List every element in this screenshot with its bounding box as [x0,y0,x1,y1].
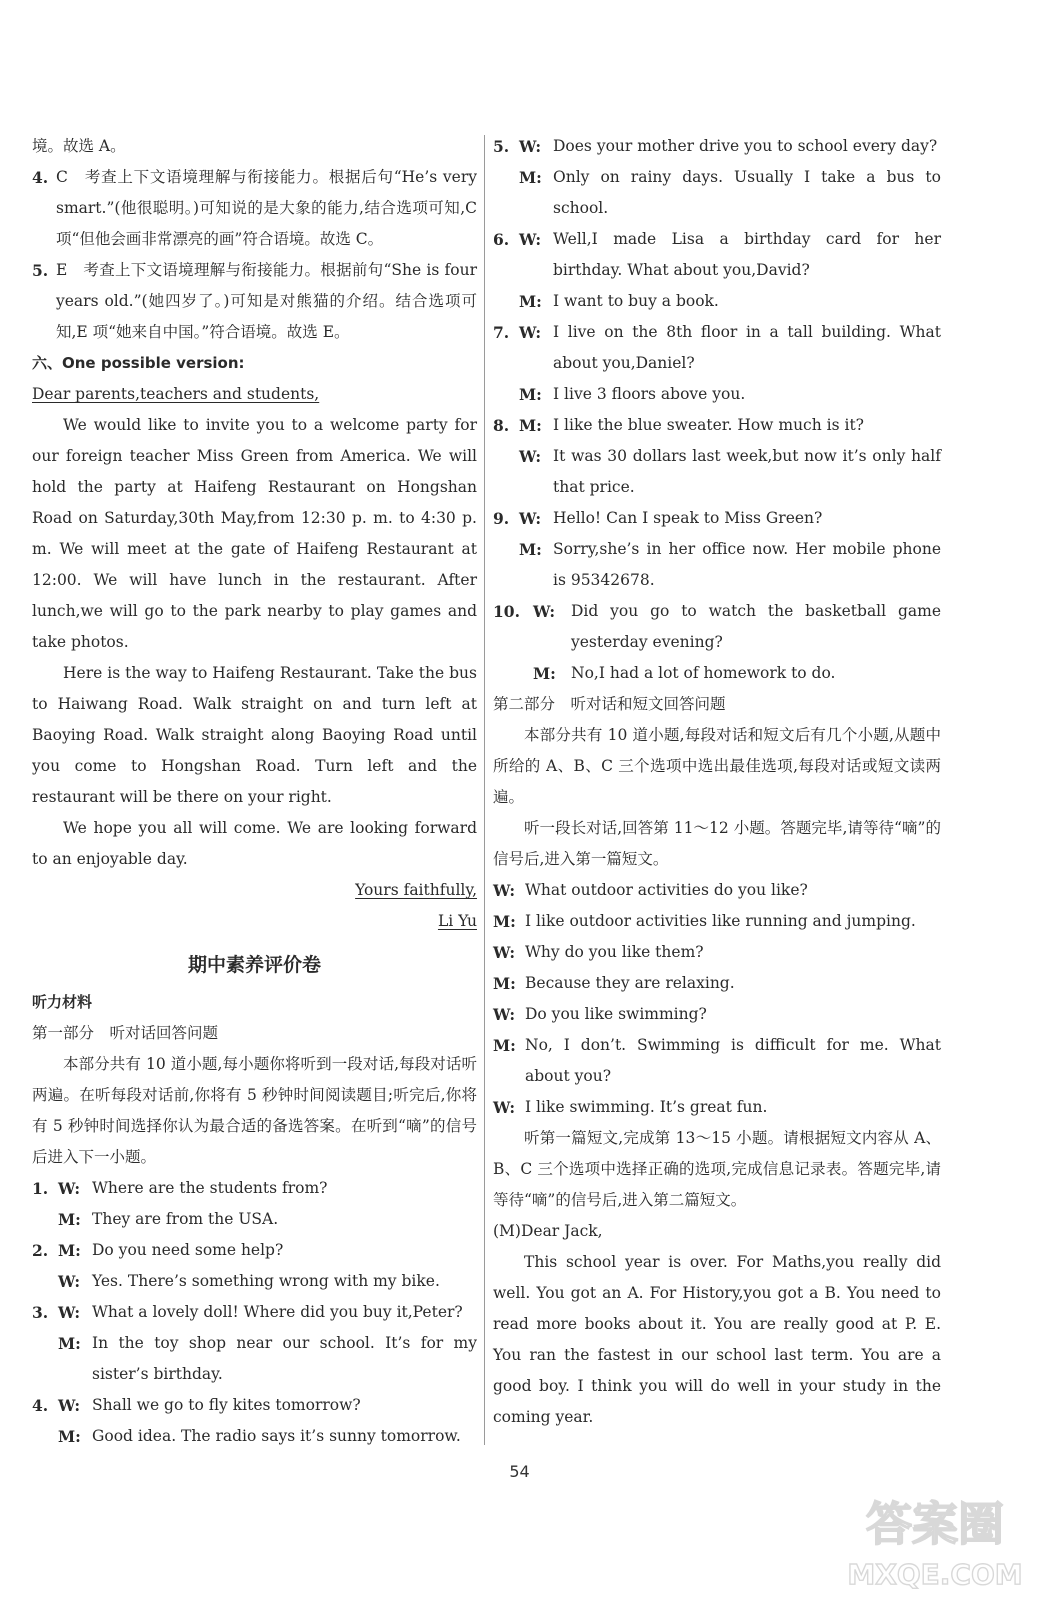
dialogue-item [493,131,941,224]
utterance: Did you go to watch the basketball game yesterday evening? [571,602,941,651]
speaker: W: [493,1098,516,1117]
utterance: Well,I made Lisa a birthday card for her birthday. What about you,David? [553,230,941,279]
dialogue-item [493,224,941,317]
dialogue-item [32,1390,477,1452]
paragraph: We would like to invite you to a welcome party for our foreign teacher Miss Green from America. We will hold the party at Haifeng Restaurant on Hongshan Road on Saturday,30th May,from 12:30 p. m. to 4:30 p. m. We will meet at the gate of Haifeng Restaurant at 12:00. We will have lunch in the restaurant. After lunch,we will go to the park nearby to play games and take photos. [32,416,477,651]
dialogue-item [493,410,941,503]
utterance: Because they are relaxing. [525,974,735,992]
part-heading: 第二部分 听对话和短文回答问题 [493,695,726,713]
utterance: I like outdoor activities like running and jumping. [525,912,916,930]
salutation: Dear parents,teachers and students, [32,385,320,403]
speaker: M: [519,168,542,187]
utterance: No, I don’t. Swimming is difficult for me. What about you? [525,1036,941,1085]
utterance: I live 3 floors above you. [553,385,746,403]
continued-line: 境。故选 A。 [32,137,126,155]
speaker: M: [58,1241,81,1260]
dialogue-item [493,503,941,596]
watermark-url: MXQE.COM [847,1558,1023,1591]
section-heading: 六、One possible version: [32,354,245,372]
item-text: C 考查上下文语境理解与衔接能力。根据后句“He’s very smart.”(他很聪明。)可知说的是大象的能力,结合选项可知,C 项“但他会画非常漂亮的画”符合语境。故选 C。 [56,168,477,248]
dialogue-line [493,968,941,999]
utterance: Do you need some help? [92,1241,284,1259]
item-number: 2. [32,1241,49,1260]
exam-title: 期中素养评价卷 [187,954,321,976]
speaker: M: [58,1427,81,1446]
speaker: W: [519,447,542,466]
speaker: W: [58,1396,81,1415]
utterance: No,I had a lot of homework to do. [571,664,836,682]
column-divider [484,135,485,1445]
signature: Li Yu [437,912,477,930]
speaker: M: [519,385,542,404]
passage-intro: 听第一篇短文,完成第 13～15 小题。请根据短文内容从 A、B、C 三个选项中选择正确的选项,完成信息记录表。答题完毕,请等待“嘀”的信号后,进入第二篇短文。 [493,1129,941,1209]
part-intro: 本部分共有 10 道小题,每小题你将听到一段对话,每段对话听两遍。在听每段对话前,你将有 5 秒钟时间阅读题目;听完后,你将有 5 秒钟时间选择你认为最合适的备选答案。在听到“嘀”的信号后进入下一小题。 [32,1055,477,1166]
dialogue-line [493,1092,941,1123]
speaker: M: [58,1334,81,1353]
utterance: Do you like swimming? [525,1005,707,1023]
dialogue-line [493,999,941,1030]
speaker: M: [519,416,542,435]
item-number: 1. [32,1179,49,1198]
speaker: W: [533,602,556,621]
utterance: Does your mother drive you to school every day? [553,137,938,155]
dialogue-intro: 听一段长对话,回答第 11～12 小题。答题完毕,请等待“嘀”的信号后,进入第一篇短文。 [493,819,941,868]
utterance: I like swimming. It’s great fun. [525,1098,768,1116]
utterance: Why do you like them? [525,943,704,961]
watermark-text: 答案圈 [866,1497,1004,1551]
dialogue-line [493,1030,941,1092]
item-number: 8. [493,416,510,435]
item-number: 6. [493,230,510,249]
utterance: It was 30 dollars last week,but now it’s only half that price. [553,447,941,496]
right-column [493,131,941,1433]
speaker: W: [58,1179,81,1198]
item-text: E 考查上下文语境理解与衔接能力。根据前句“She is four years old.”(她四岁了。)可知是对熊猫的介绍。结合选项可知,E 项“她来自中国。”符合语境。故选 E。 [56,261,477,341]
speaker: M: [493,974,516,993]
utterance: Hello! Can I speak to Miss Green? [553,509,823,527]
answer-item-4 [32,162,477,255]
paragraph: Here is the way to Haifeng Restaurant. Take the bus to Haiwang Road. Walk straight on and turn left at Baoying Road. Walk straight along Baoying Road until you come to Hongshan Road. Turn left and the restaurant will be there on your right. [32,664,477,806]
item-number: 4. [32,168,49,187]
utterance: Where are the students from? [92,1179,328,1197]
utterance: Yes. There’s something wrong with my bike. [92,1272,440,1290]
dialogue-item [493,596,941,689]
utterance: I live on the 8th floor in a tall building. What about you,Daniel? [553,323,941,372]
closing: Yours faithfully, [355,881,477,899]
listening-heading: 听力材料 [32,993,93,1011]
dialogue-item [32,1297,477,1390]
speaker: M: [493,912,516,931]
speaker: W: [519,509,542,528]
speaker: M: [533,664,556,683]
page-number: 54 [509,1462,530,1481]
part-heading: 第一部分 听对话回答问题 [32,1024,219,1042]
speaker: W: [493,943,516,962]
utterance: What a lovely doll! Where did you buy it,Peter? [92,1303,463,1321]
speaker: W: [58,1272,81,1291]
item-number: 7. [493,323,510,342]
speaker: M: [58,1210,81,1229]
dialogue-line [493,937,941,968]
speaker: W: [493,881,516,900]
speaker: W: [519,323,542,342]
speaker: M: [519,292,542,311]
utterance: In the toy shop near our school. It’s for my sister’s birthday. [92,1334,477,1383]
dialogue-item [32,1235,477,1297]
item-number: 3. [32,1303,49,1322]
item-number: 5. [493,137,510,156]
speaker: M: [493,1036,516,1055]
letter-body: This school year is over. For Maths,you really did well. You got an A. For History,you got a B. You need to read more books about it. You are really good at P. E. You ran the fastest in our school last term. You are a good boy. I think you will do well in your study in the coming year. [493,1253,941,1426]
dialogue-line [493,875,941,906]
utterance: Sorry,she’s in her office now. Her mobile phone is 95342678. [553,540,941,589]
item-number: 4. [32,1396,49,1415]
answer-item-5 [32,255,477,348]
part-intro: 本部分共有 10 道小题,每段对话和短文后有几个小题,从题中所给的 A、B、C 三个选项中选出最佳选项,每段对话或短文读两遍。 [493,726,941,806]
utterance: Shall we go to fly kites tomorrow? [92,1396,361,1414]
watermark-logo [835,1488,1035,1598]
utterance: What outdoor activities do you like? [525,881,808,899]
item-number: 9. [493,509,510,528]
utterance: I want to buy a book. [553,292,719,310]
dialogue-item [32,1173,477,1235]
speaker: W: [519,230,542,249]
speaker: W: [493,1005,516,1024]
dialogue-line [493,906,941,937]
speaker: M: [519,540,542,559]
dialogue-list [32,1173,477,1452]
utterance: Only on rainy days. Usually I take a bus to school. [553,168,941,217]
paragraph: We hope you all will come. We are looking forward to an enjoyable day. [32,819,477,868]
utterance: They are from the USA. [92,1210,279,1228]
dialogue-item [493,317,941,410]
speaker: W: [58,1303,81,1322]
utterance: Good idea. The radio says it’s sunny tomorrow. [92,1427,461,1445]
item-number: 5. [32,261,49,280]
long-dialogue [493,875,941,1123]
speaker: W: [519,137,542,156]
utterance: I like the blue sweater. How much is it? [553,416,864,434]
letter-opening: (M)Dear Jack, [493,1222,603,1240]
item-number: 10. [493,602,520,621]
left-column [32,131,477,1452]
